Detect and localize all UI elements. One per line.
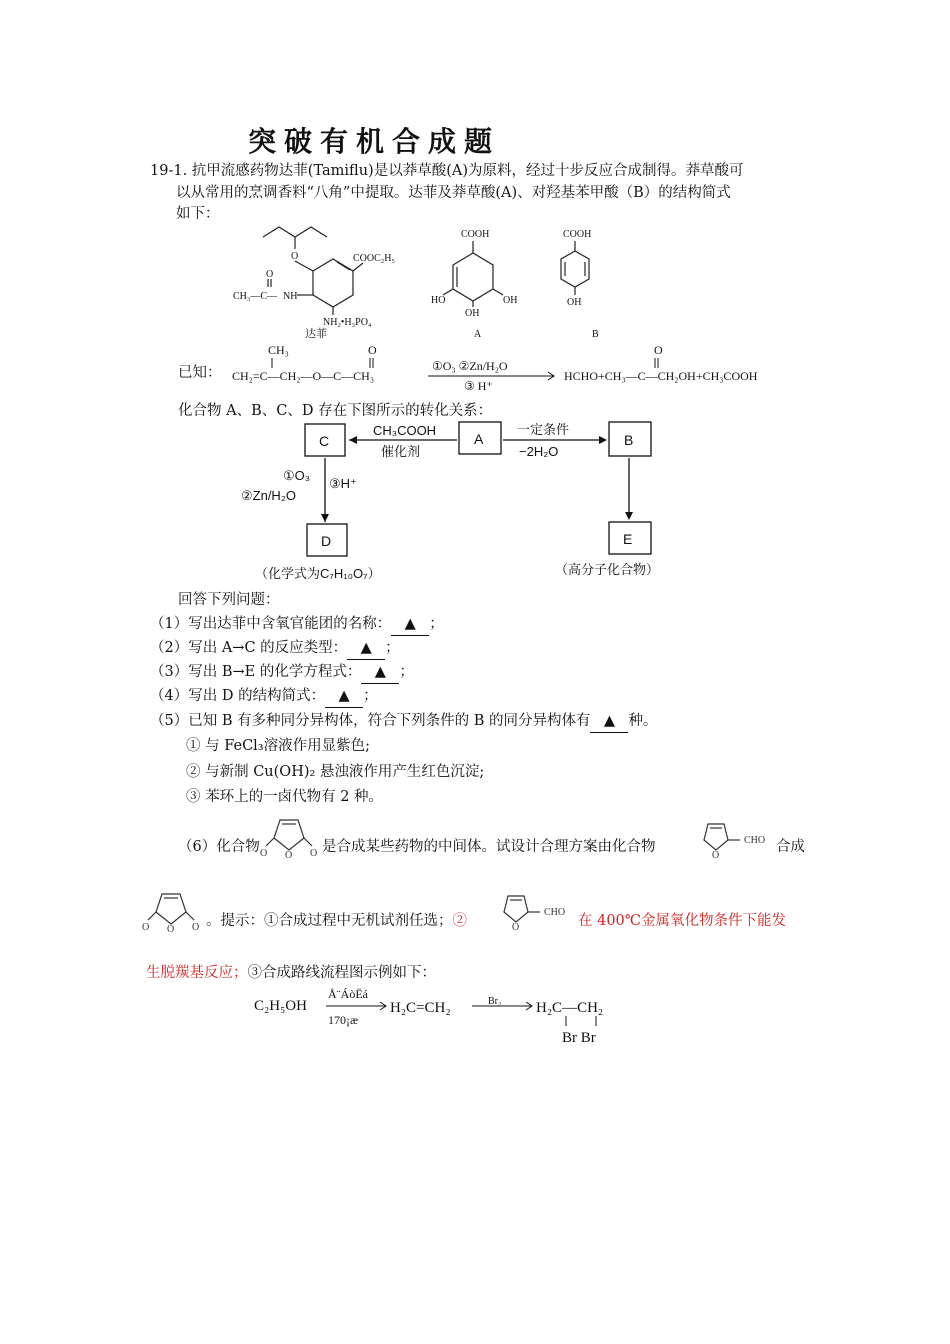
page-title: 突破有机合成题 bbox=[248, 125, 501, 158]
answer-blank-4[interactable]: ▲ bbox=[325, 685, 363, 708]
ring-a bbox=[453, 253, 493, 301]
tamiflu-ring bbox=[313, 259, 353, 307]
intro-line3: 如下： bbox=[176, 206, 220, 222]
intro-line1: 19-1. 抗甲流感药物达菲(Tamiflu)是以莽草酸(A)为原料，经过十步反应合成制得。莽草酸可 bbox=[150, 163, 744, 179]
svg-text:OH: OH bbox=[567, 297, 582, 308]
svg-text:NH: NH bbox=[283, 291, 298, 302]
svg-text:D: D bbox=[321, 533, 332, 549]
svg-text:COOH: COOH bbox=[461, 229, 490, 240]
svg-text:O: O bbox=[167, 924, 175, 934]
svg-text:CHO: CHO bbox=[744, 835, 766, 846]
question-6-hint: 。提示：①合成过程中无机试剂任选；② bbox=[206, 913, 467, 929]
question-3: （3）写出 B→E 的化学方程式： ▲ ； bbox=[150, 661, 414, 684]
question-6-red-text: 在 400℃金属氧化物条件下能发 bbox=[578, 913, 787, 929]
svg-text:催化剂: 催化剂 bbox=[381, 444, 421, 459]
svg-text:OH: OH bbox=[503, 295, 518, 306]
svg-text:O: O bbox=[654, 343, 663, 357]
question-6-line3: 生脱羰基反应；③合成路线流程图示例如下： bbox=[146, 965, 436, 981]
svg-text:CH₂=C—CH₂—O—C—CH₃: CH₂=C—CH₂—O—C—CH₃ bbox=[232, 369, 375, 383]
svg-text:O: O bbox=[192, 922, 200, 933]
question-6-text-end: 合成 bbox=[776, 839, 805, 855]
svg-text:HO: HO bbox=[431, 295, 446, 306]
svg-text:O: O bbox=[266, 269, 274, 280]
svg-text:H₂C—CH₂: H₂C—CH₂ bbox=[536, 1000, 604, 1016]
answer-blank-1[interactable]: ▲ bbox=[391, 613, 429, 636]
svg-text:Å¨ÁòËá: Å¨ÁòËá bbox=[328, 987, 368, 1001]
svg-text:Br Br: Br Br bbox=[562, 1030, 596, 1046]
svg-text:③ H⁺: ③ H⁺ bbox=[464, 379, 493, 393]
questions-intro: 回答下列问题： bbox=[178, 592, 280, 608]
svg-text:B: B bbox=[592, 329, 599, 340]
known-reaction bbox=[228, 342, 808, 396]
svg-text:O: O bbox=[712, 850, 720, 860]
svg-text:COOH: COOH bbox=[563, 229, 592, 240]
question-4: （4）写出 D 的结构简式： ▲ ； bbox=[150, 685, 378, 708]
svg-text:A: A bbox=[474, 431, 484, 447]
svg-text:②Zn/H₂O: ②Zn/H₂O bbox=[241, 488, 296, 503]
svg-text:Br₂: Br₂ bbox=[488, 996, 502, 1007]
question-5: （5）已知 B 有多种同分异构体，符合下列条件的 B 的同分异构体有 ▲ 种。 bbox=[150, 710, 657, 733]
condition-2: ② 与新制 Cu(OH)₂ 悬浊液作用产生红色沉淀; bbox=[186, 764, 485, 780]
question-6-label: （6）化合物 bbox=[178, 839, 260, 855]
question-1: （1）写出达菲中含氧官能团的名称： ▲ ； bbox=[150, 613, 444, 636]
svg-text:①O₃: ①O₃ bbox=[283, 468, 311, 483]
svg-text:170¡æ: 170¡æ bbox=[328, 1013, 358, 1027]
conversion-scheme bbox=[225, 418, 705, 588]
question-2: （2）写出 A→C 的反应类型： ▲ ； bbox=[150, 637, 400, 660]
question-6-text: 是合成某些药物的中间体。试设计合理方案由化合物 bbox=[322, 839, 656, 855]
svg-text:C: C bbox=[319, 433, 330, 449]
svg-text:③H⁺: ③H⁺ bbox=[329, 476, 357, 491]
svg-text:CH₃: CH₃ bbox=[268, 343, 289, 357]
svg-text:O: O bbox=[310, 848, 318, 859]
svg-text:A: A bbox=[474, 329, 482, 340]
maleic-anhydride-structure bbox=[258, 810, 320, 860]
answer-blank-3[interactable]: ▲ bbox=[361, 661, 399, 684]
svg-text:E: E bbox=[623, 531, 633, 547]
svg-text:NH₂•H₃PO₄: NH₂•H₃PO₄ bbox=[323, 317, 372, 328]
svg-text:COOC₂H₅: COOC₂H₅ bbox=[353, 253, 395, 264]
condition-1: ① 与 FeCl₃溶液作用显紫色; bbox=[186, 738, 370, 754]
svg-text:O: O bbox=[291, 251, 299, 262]
example-route bbox=[250, 982, 650, 1048]
svg-text:O: O bbox=[260, 848, 268, 859]
svg-text:（高分子化合物）: （高分子化合物） bbox=[555, 562, 660, 577]
svg-text:O: O bbox=[368, 343, 377, 357]
condition-3: ③ 苯环上的一卤代物有 2 种。 bbox=[186, 789, 384, 805]
svg-text:CHO: CHO bbox=[544, 907, 566, 918]
known-label: 已知： bbox=[178, 365, 222, 381]
svg-text:HCHO+CH₃—C—CH₂OH+CH₃COOH: HCHO+CH₃—C—CH₂OH+CH₃COOH bbox=[564, 369, 758, 383]
svg-text:O: O bbox=[142, 922, 150, 933]
svg-text:H₂C=CH₂: H₂C=CH₂ bbox=[390, 1000, 451, 1016]
svg-text:C₂H₅OH: C₂H₅OH bbox=[254, 998, 307, 1014]
scheme-intro: 化合物 A、B、C、D 存在下图所示的转化关系： bbox=[178, 403, 493, 419]
svg-text:CH₃COOH: CH₃COOH bbox=[373, 423, 437, 438]
structures-figure bbox=[225, 215, 645, 345]
svg-text:−2H₂O: −2H₂O bbox=[519, 444, 559, 459]
answer-blank-2[interactable]: ▲ bbox=[347, 637, 385, 660]
svg-text:（化学式为C₇H₁₀O₇）: （化学式为C₇H₁₀O₇） bbox=[255, 566, 381, 581]
pentyl-chain bbox=[263, 227, 327, 237]
svg-text:B: B bbox=[624, 432, 634, 448]
svg-text:O: O bbox=[512, 922, 520, 933]
furfural-structure bbox=[702, 814, 776, 860]
svg-text:OH: OH bbox=[465, 308, 480, 319]
furfural-structure-2 bbox=[502, 886, 576, 934]
svg-text:一定条件: 一定条件 bbox=[517, 422, 570, 437]
intro-line2: 以从常用的烹调香料“八角”中提取。达菲及莽草酸(A)、对羟基苯甲酸（B）的结构简式 bbox=[176, 185, 731, 201]
svg-text:①O₃ ②Zn/H₂O: ①O₃ ②Zn/H₂O bbox=[432, 359, 508, 373]
answer-blank-5[interactable]: ▲ bbox=[590, 710, 628, 733]
question-number: 19-1. bbox=[150, 163, 188, 179]
svg-text:达菲: 达菲 bbox=[305, 328, 327, 340]
maleic-anhydride-structure-2 bbox=[140, 884, 206, 934]
svg-text:CH₃—C—: CH₃—C— bbox=[233, 291, 278, 302]
svg-text:O: O bbox=[285, 850, 293, 860]
